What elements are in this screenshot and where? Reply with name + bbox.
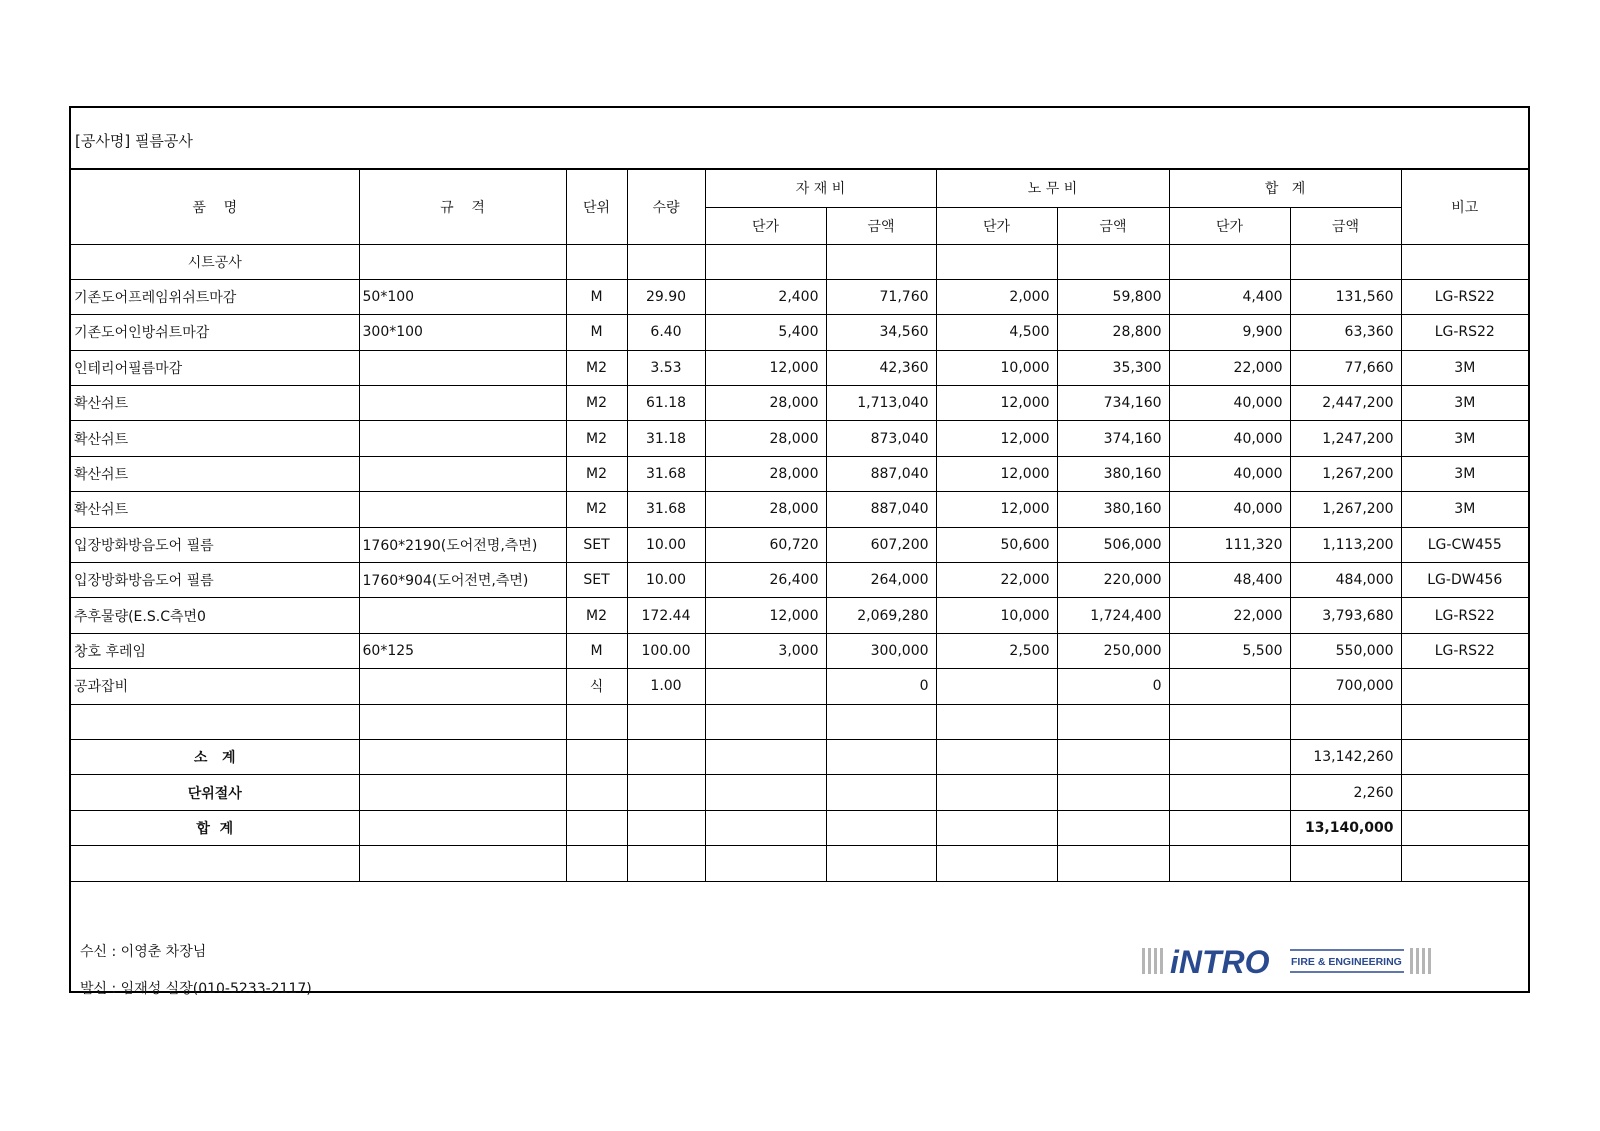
total-price: 111,320 <box>1169 527 1290 562</box>
total-price: 22,000 <box>1169 350 1290 385</box>
total-price: 22,000 <box>1169 598 1290 633</box>
item-unit: M2 <box>566 386 627 421</box>
total-amount: 550,000 <box>1290 633 1401 668</box>
material-amount: 1,713,040 <box>826 386 936 421</box>
material-price: 28,000 <box>705 421 826 456</box>
material-amount: 0 <box>826 669 936 704</box>
item-note: 3M <box>1401 421 1528 456</box>
item-spec <box>359 598 566 633</box>
item-note: LG-CW455 <box>1401 527 1528 562</box>
item-note: 3M <box>1401 492 1528 527</box>
item-unit: 식 <box>566 669 627 704</box>
project-title: [공사명] 필름공사 <box>75 132 193 150</box>
material-price: 60,720 <box>705 527 826 562</box>
blank-row <box>71 846 1528 881</box>
labor-price: 10,000 <box>936 350 1057 385</box>
total-price <box>1169 669 1290 704</box>
estimate-table <box>71 170 1528 882</box>
material-amount: 42,360 <box>826 350 936 385</box>
material-price: 28,000 <box>705 492 826 527</box>
labor-amount: 35,300 <box>1057 350 1169 385</box>
item-name: 확산쉬트 <box>71 421 359 456</box>
material-price: 12,000 <box>705 598 826 633</box>
grand-total-value: 13,140,000 <box>1290 810 1401 845</box>
recipient-text: 수신 : 이영춘 차장님 <box>80 944 207 960</box>
table-row <box>71 350 1528 385</box>
header-note: 비고 <box>1401 170 1528 244</box>
item-qty: 31.68 <box>627 492 705 527</box>
item-qty: 6.40 <box>627 315 705 350</box>
material-price <box>705 669 826 704</box>
estimate-sheet <box>69 106 1530 997</box>
logo-left-bars-icon <box>1142 948 1163 974</box>
header-total-price: 단가 <box>1169 207 1290 244</box>
total-amount: 1,267,200 <box>1290 456 1401 491</box>
item-unit: M2 <box>566 492 627 527</box>
item-qty: 3.53 <box>627 350 705 385</box>
material-price: 2,400 <box>705 279 826 314</box>
item-unit: SET <box>566 527 627 562</box>
subtotal-value: 13,142,260 <box>1290 739 1401 774</box>
item-qty: 29.90 <box>627 279 705 314</box>
material-amount: 2,069,280 <box>826 598 936 633</box>
labor-amount: 220,000 <box>1057 563 1169 598</box>
header-row-1 <box>71 170 1528 207</box>
item-note: LG-DW456 <box>1401 563 1528 598</box>
item-qty: 10.00 <box>627 563 705 598</box>
rounding-value: 2,260 <box>1290 775 1401 810</box>
item-unit: M <box>566 279 627 314</box>
total-amount: 1,113,200 <box>1290 527 1401 562</box>
material-price: 5,400 <box>705 315 826 350</box>
item-name: 인테리어필름마감 <box>71 350 359 385</box>
item-name: 기존도어인방쉬트마감 <box>71 315 359 350</box>
labor-price: 50,600 <box>936 527 1057 562</box>
labor-amount: 734,160 <box>1057 386 1169 421</box>
item-unit: M <box>566 315 627 350</box>
item-spec: 60*125 <box>359 633 566 668</box>
item-spec: 50*100 <box>359 279 566 314</box>
item-qty: 31.18 <box>627 421 705 456</box>
material-amount: 34,560 <box>826 315 936 350</box>
table-row <box>71 492 1528 527</box>
table-row <box>71 421 1528 456</box>
table-row <box>71 279 1528 314</box>
item-spec <box>359 492 566 527</box>
total-amount: 63,360 <box>1290 315 1401 350</box>
total-amount: 1,247,200 <box>1290 421 1401 456</box>
total-amount: 3,793,680 <box>1290 598 1401 633</box>
material-price: 28,000 <box>705 386 826 421</box>
grand-total-label: 합 계 <box>71 810 359 845</box>
item-spec <box>359 421 566 456</box>
material-price: 26,400 <box>705 563 826 598</box>
table-row <box>71 315 1528 350</box>
header-total: 합 계 <box>1169 170 1401 207</box>
material-amount: 300,000 <box>826 633 936 668</box>
item-note: 3M <box>1401 456 1528 491</box>
item-qty: 1.00 <box>627 669 705 704</box>
material-amount: 887,040 <box>826 456 936 491</box>
item-qty: 31.68 <box>627 456 705 491</box>
labor-amount: 28,800 <box>1057 315 1169 350</box>
material-amount: 264,000 <box>826 563 936 598</box>
section-label: 시트공사 <box>71 244 359 279</box>
total-price: 48,400 <box>1169 563 1290 598</box>
item-note: LG-RS22 <box>1401 598 1528 633</box>
table-row <box>71 386 1528 421</box>
item-spec <box>359 669 566 704</box>
item-name: 공과잡비 <box>71 669 359 704</box>
labor-amount: 380,160 <box>1057 492 1169 527</box>
item-name: 입장방화방음도어 필름 <box>71 527 359 562</box>
item-unit: M <box>566 633 627 668</box>
table-row <box>71 669 1528 704</box>
logo-tagline: FIRE & ENGINEERING <box>1291 956 1402 968</box>
material-amount: 607,200 <box>826 527 936 562</box>
labor-amount: 374,160 <box>1057 421 1169 456</box>
total-amount: 77,660 <box>1290 350 1401 385</box>
table-row <box>71 456 1528 491</box>
material-amount: 887,040 <box>826 492 936 527</box>
item-name: 창호 후레임 <box>71 633 359 668</box>
labor-price: 10,000 <box>936 598 1057 633</box>
item-unit: M2 <box>566 421 627 456</box>
item-name: 기존도어프레임위쉬트마감 <box>71 279 359 314</box>
total-price: 40,000 <box>1169 492 1290 527</box>
item-spec <box>359 386 566 421</box>
footer <box>71 926 1528 997</box>
total-price: 5,500 <box>1169 633 1290 668</box>
labor-price <box>936 669 1057 704</box>
item-qty: 172.44 <box>627 598 705 633</box>
header-labor-amount: 금액 <box>1057 207 1169 244</box>
labor-price: 12,000 <box>936 492 1057 527</box>
labor-price: 2,500 <box>936 633 1057 668</box>
total-price: 40,000 <box>1169 386 1290 421</box>
item-name: 확산쉬트 <box>71 456 359 491</box>
labor-amount: 1,724,400 <box>1057 598 1169 633</box>
rounding-row <box>71 775 1528 810</box>
labor-amount: 250,000 <box>1057 633 1169 668</box>
header-labor-price: 단가 <box>936 207 1057 244</box>
total-price: 40,000 <box>1169 421 1290 456</box>
item-spec: 300*100 <box>359 315 566 350</box>
header-unit: 단위 <box>566 170 627 244</box>
labor-price: 12,000 <box>936 386 1057 421</box>
subtotal-label: 소 계 <box>71 739 359 774</box>
logo-wordmark: iNTRO <box>1170 944 1270 978</box>
material-amount: 873,040 <box>826 421 936 456</box>
item-name: 확산쉬트 <box>71 386 359 421</box>
item-spec: 1760*2190(도어전명,측면) <box>359 527 566 562</box>
logo-right-bars-icon <box>1410 948 1431 974</box>
item-note: LG-RS22 <box>1401 633 1528 668</box>
item-note: 3M <box>1401 386 1528 421</box>
total-price: 9,900 <box>1169 315 1290 350</box>
total-amount: 700,000 <box>1290 669 1401 704</box>
labor-price: 22,000 <box>936 563 1057 598</box>
labor-amount: 506,000 <box>1057 527 1169 562</box>
header-item: 품 명 <box>71 170 359 244</box>
material-amount: 71,760 <box>826 279 936 314</box>
total-amount: 1,267,200 <box>1290 492 1401 527</box>
item-note <box>1401 669 1528 704</box>
item-unit: M2 <box>566 456 627 491</box>
section-row <box>71 244 1528 279</box>
item-name: 입장방화방음도어 필름 <box>71 563 359 598</box>
subtotal-row <box>71 739 1528 774</box>
item-name: 추후물량(E.S.C측면0 <box>71 598 359 633</box>
item-unit: SET <box>566 563 627 598</box>
item-note: LG-RS22 <box>1401 279 1528 314</box>
total-price: 40,000 <box>1169 456 1290 491</box>
total-amount: 484,000 <box>1290 563 1401 598</box>
labor-price: 12,000 <box>936 421 1057 456</box>
grand-total-row <box>71 810 1528 845</box>
item-qty: 10.00 <box>627 527 705 562</box>
header-labor: 노 무 비 <box>936 170 1169 207</box>
total-price: 4,400 <box>1169 279 1290 314</box>
header-material-amount: 금액 <box>826 207 936 244</box>
table-row <box>71 527 1528 562</box>
labor-price: 4,500 <box>936 315 1057 350</box>
item-unit: M2 <box>566 350 627 385</box>
header-material: 자 재 비 <box>705 170 936 207</box>
blank-row <box>71 704 1528 739</box>
labor-amount: 0 <box>1057 669 1169 704</box>
header-total-amount: 금액 <box>1290 207 1401 244</box>
total-amount: 131,560 <box>1290 279 1401 314</box>
header-spec: 규 격 <box>359 170 566 244</box>
material-price: 12,000 <box>705 350 826 385</box>
header-qty: 수량 <box>627 170 705 244</box>
intro-logo <box>1142 944 1442 978</box>
table-row <box>71 633 1528 668</box>
item-name: 확산쉬트 <box>71 492 359 527</box>
labor-amount: 59,800 <box>1057 279 1169 314</box>
table-row <box>71 563 1528 598</box>
header-material-price: 단가 <box>705 207 826 244</box>
rounding-label: 단위절사 <box>71 775 359 810</box>
labor-amount: 380,160 <box>1057 456 1169 491</box>
sender-text: 발신 : 임재성 실장(010-5233-2117) <box>80 981 312 997</box>
material-price: 3,000 <box>705 633 826 668</box>
item-spec <box>359 350 566 385</box>
labor-price: 2,000 <box>936 279 1057 314</box>
title-row <box>71 108 1528 170</box>
labor-price: 12,000 <box>936 456 1057 491</box>
item-qty: 61.18 <box>627 386 705 421</box>
material-price: 28,000 <box>705 456 826 491</box>
item-note: LG-RS22 <box>1401 315 1528 350</box>
table-row <box>71 598 1528 633</box>
item-unit: M2 <box>566 598 627 633</box>
item-spec: 1760*904(도어전면,측면) <box>359 563 566 598</box>
item-spec <box>359 456 566 491</box>
item-qty: 100.00 <box>627 633 705 668</box>
item-note: 3M <box>1401 350 1528 385</box>
total-amount: 2,447,200 <box>1290 386 1401 421</box>
